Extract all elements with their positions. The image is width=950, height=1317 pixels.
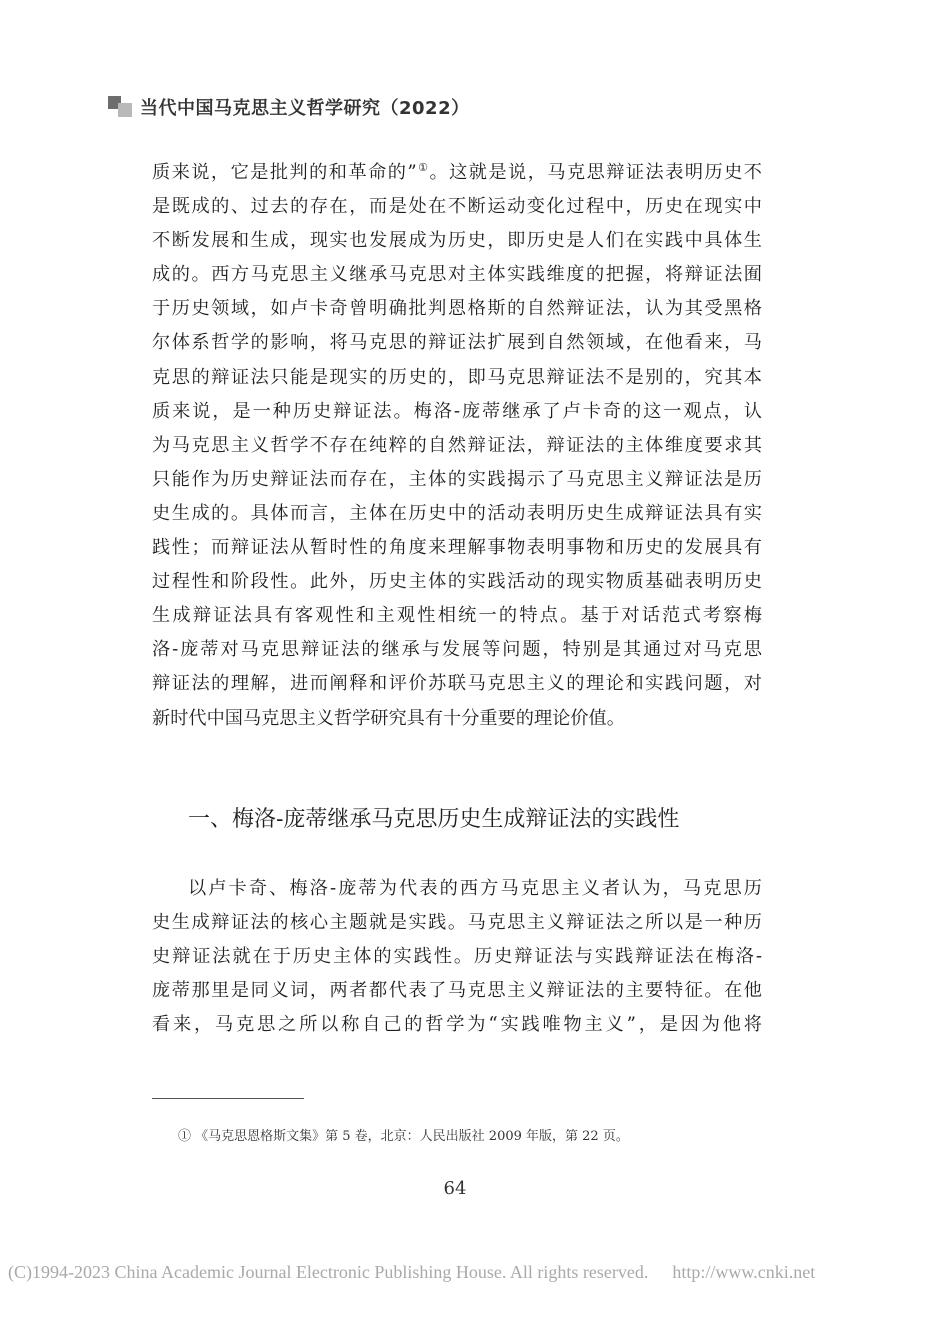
section-paragraph — [152, 872, 762, 1042]
text-line: 庞蒂那里是同义词，两者都代表了马克思主义辩证法的主要特征。在他 — [152, 980, 762, 1002]
footnote-divider — [152, 1098, 304, 1099]
text-line: 为马克思主义哲学不存在纯粹的自然辩证法，辩证法的主体维度要求其 — [152, 434, 762, 456]
text-line: 看来，马克思之所以称自己的哲学为“实践唯物主义”，是因为他将 — [152, 1014, 762, 1036]
text-line: 质来说，是一种历史辩证法。梅洛-庞蒂继承了卢卡奇的这一观点，认 — [152, 400, 762, 422]
section-heading: 一、梅洛-庞蒂继承马克思历史生成辩证法的实践性 — [188, 807, 680, 832]
journal-logo-icon — [108, 94, 134, 120]
text-line: 辩证法的理解，进而阐释和评价苏联马克思主义的理论和实践问题，对 — [152, 673, 762, 695]
cnki-link[interactable]: http://www.cnki.net — [672, 1262, 816, 1282]
text-line: 过程性和阶段性。此外，历史主体的实践活动的现实物质基础表明历史 — [152, 571, 762, 593]
text-line: 新时代中国马克思主义哲学研究具有十分重要的理论价值。 — [152, 707, 625, 729]
text-line: 尔体系哲学的影响，将马克思的辩证法扩展到自然领域，在他看来，马 — [152, 332, 762, 354]
text-line: 史辩证法就在于历史主体的实践性。历史辩证法与实践辩证法在梅洛- — [152, 946, 762, 968]
body-paragraph — [152, 156, 762, 736]
text-line: 克思的辩证法只能是现实的历史的，即马克思辩证法不是别的，究其本 — [152, 366, 762, 388]
text-line: 于历史领域，如卢卡奇曾明确批判恩格斯的自然辩证法，认为其受黑格 — [152, 298, 762, 320]
copyright-text: (C)1994-2023 China Academic Journal Electronic Publishing House. All rights reserved. — [8, 1262, 649, 1282]
page-number: 64 — [443, 1178, 467, 1199]
text-line: 史生成辩证法的核心主题就是实践。马克思主义辩证法之所以是一种历 — [152, 912, 762, 934]
footnote-reference[interactable]: ① — [416, 160, 430, 174]
text-line: 只能作为历史辩证法而存在，主体的实践揭示了马克思主义辩证法是历 — [152, 468, 762, 490]
text-line: 不断发展和生成，现实也发展成为历史，即历史是人们在实践中具体生 — [152, 230, 762, 252]
copyright-notice — [8, 1262, 815, 1283]
journal-title: 当代中国马克思主义哲学研究（2022） — [140, 98, 470, 119]
text-line: 质来说，它是批判的和革命的”①。这就是说，马克思辩证法表明历史不 — [152, 160, 762, 183]
text-line: 以卢卡奇、梅洛-庞蒂为代表的西方马克思主义者认为，马克思历 — [188, 878, 762, 899]
text-line: 生成辩证法具有客观性和主观性相统一的特点。基于对话范式考察梅 — [152, 605, 762, 627]
text-line: 是既成的、过去的存在，而是处在不断运动变化过程中，历史在现实中 — [152, 196, 762, 218]
text-line: 史生成的。具体而言，主体在历史中的活动表明历史生成辩证法具有实 — [152, 502, 762, 524]
running-header — [108, 94, 470, 120]
text-line: 洛-庞蒂对马克思辩证法的继承与发展等问题，特别是其通过对马克思 — [152, 639, 762, 661]
text-line: 践性；而辩证法从暂时性的角度来理解事物表明事物和历史的发展具有 — [152, 537, 762, 559]
text-line: 成的。西方马克思主义继承马克思对主体实践维度的把握，将辩证法囿 — [152, 264, 762, 286]
footnote: ① 《马克思恩格斯文集》第 5 卷，北京：人民出版社 2009 年版，第 22 页。 — [178, 1129, 629, 1144]
